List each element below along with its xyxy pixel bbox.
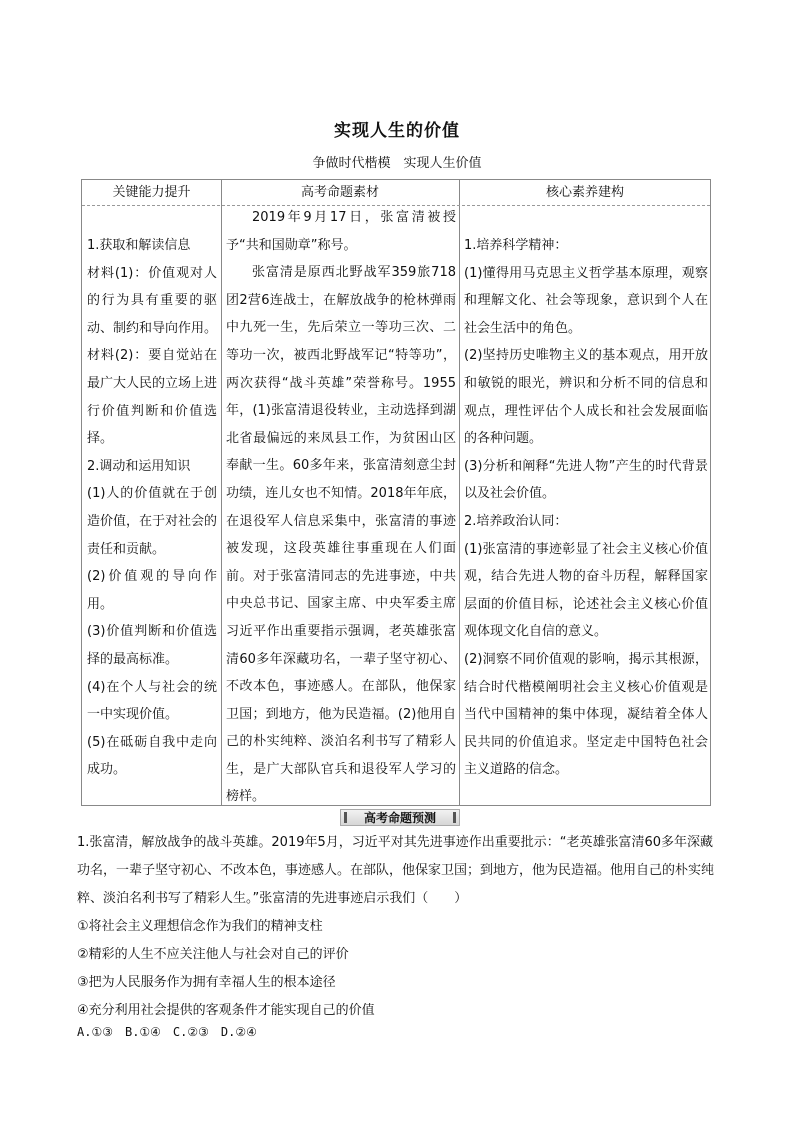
column-divider [459,180,460,805]
question-statement: ④充分利用社会提供的客观条件才能实现自己的价值 [77,1003,375,1018]
literacy-item: (2)洞察不同价值观的影响，揭示其根源，结合时代楷模阐明社会主义核心价值观是当代中国精神的集中体现，凝结着全体人民共同的价值追求。坚定走中国特色社会主义道路的信念。 [464,651,708,778]
question-statement: ③把为人民服务作为拥有幸福人生的根本途径 [77,975,336,990]
ability-item: 材料(2)：要自觉站在最广大人民的立场上进行价值判断和价值选择。 [87,348,218,447]
material-paragraph: 2019年9月17日，张富清被授予“共和国勋章”称号。 [226,210,456,253]
answer-options: A.①③ B.①④ C.②③ D.②④ [77,1025,257,1039]
literacy-item: 2.培养政治认同： [464,513,568,529]
ability-item: 材料(1)：价值观对人的行为具有重要的驱动、制约和导向作用。 [87,265,218,336]
literacy-item: (2)坚持历史唯物主义的基本观点，用开放和敏锐的眼光，辨识和分析不同的信息和观点，理性评估个人成长和社会发展面临的各种问题。 [464,348,708,447]
literacy-item: (1)懂得用马克思主义哲学基本原理，观察和理解文化、社会等现象，意识到个人在社会生活中的角色。 [464,265,708,336]
ability-item: (3)价值判断和价值选择的最高标准。 [87,624,217,667]
ability-item: (5)在砥砺自我中走向成功。 [87,734,217,778]
page-subtitle: 争做时代楷模 实现人生价值 [312,156,482,171]
key-ability-column [87,232,217,784]
ability-item: (1)人的价值就在于创造价值，在于对社会的责任和贡献。 [87,486,218,557]
question-statement: ①将社会主义理想信念作为我们的精神支柱 [77,919,323,934]
content-table [81,179,711,806]
ability-item: (2)价值观的导向作用。 [87,569,217,612]
header-exam-material: 高考命题素材 [300,185,379,200]
section-banner: 高考命题预测 [340,809,460,826]
header-key-ability: 关键能力提升 [112,185,191,200]
ability-item: (4)在个人与社会的统一中实现价值。 [87,679,217,723]
question-block [77,829,717,1025]
material-paragraph: 张富清是原西北野战军359旅718团2营6连战士，在解放战争的枪林弹雨中九死一生，先后荣立一等功三次、二等功一次，被西北野战军记“特等功”，两次获得“战斗英雄”荣誉称号。1955年，(1)张富清退役转业，主动选择到湖北省最偏远的来凤县工作，为贫困山区奉献一生。60多年来，张富清刻意尘封功绩，连儿女也不知情。2018年年底，在退役军人信息采集中，张富清的事迹被发现，这段英雄往事重现在人们面前。对于张富清同志的先进事迹，中共中央总书记、国家主席、中央军委主席习近平作出重要指示强调，老英雄张富清60多年深藏功名，一辈子坚守初心、不改本色，事迹感人。在部队，他保家卫国；到地方，他为民造福。(2)他用自己的朴实纯粹、淡泊名利书写了精彩人生，是广大部队官兵和退役军人学习的榜样。 [226,265,456,805]
core-literacy-column [464,232,708,784]
page-title: 实现人生的价值 [334,121,460,141]
question-stem: 1.张富清，解放战争的战斗英雄。2019年5月，习近平对其先进事迹作出重要批示：“老英雄张富清60多年深藏功名，一辈子坚守初心、不改本色，事迹感人。在部队，他保家卫国；到地方，他为民造福。他用自己的朴实纯粹、淡泊名利书写了精彩人生。”张富清的先进事迹启示我们（ ） [77,835,715,906]
ability-item: 1.获取和解读信息 [87,238,191,253]
literacy-item: (3)分析和阐释“先进人物”产生的时代背景以及社会价值。 [464,458,708,502]
question-statement: ②精彩的人生不应关注他人与社会对自己的评价 [77,947,349,962]
column-divider [221,180,222,805]
literacy-item: 1.培养科学精神： [464,238,568,253]
ability-item: 2.调动和运用知识 [87,458,191,474]
literacy-item: (1)张富清的事迹彰显了社会主义核心价值观，结合先进人物的奋斗历程，解释国家层面的价值目标，论述社会主义核心价值观体现文化自信的意义。 [464,541,708,640]
exam-material-column [226,204,456,811]
header-core-literacy: 核心素养建构 [545,185,624,200]
